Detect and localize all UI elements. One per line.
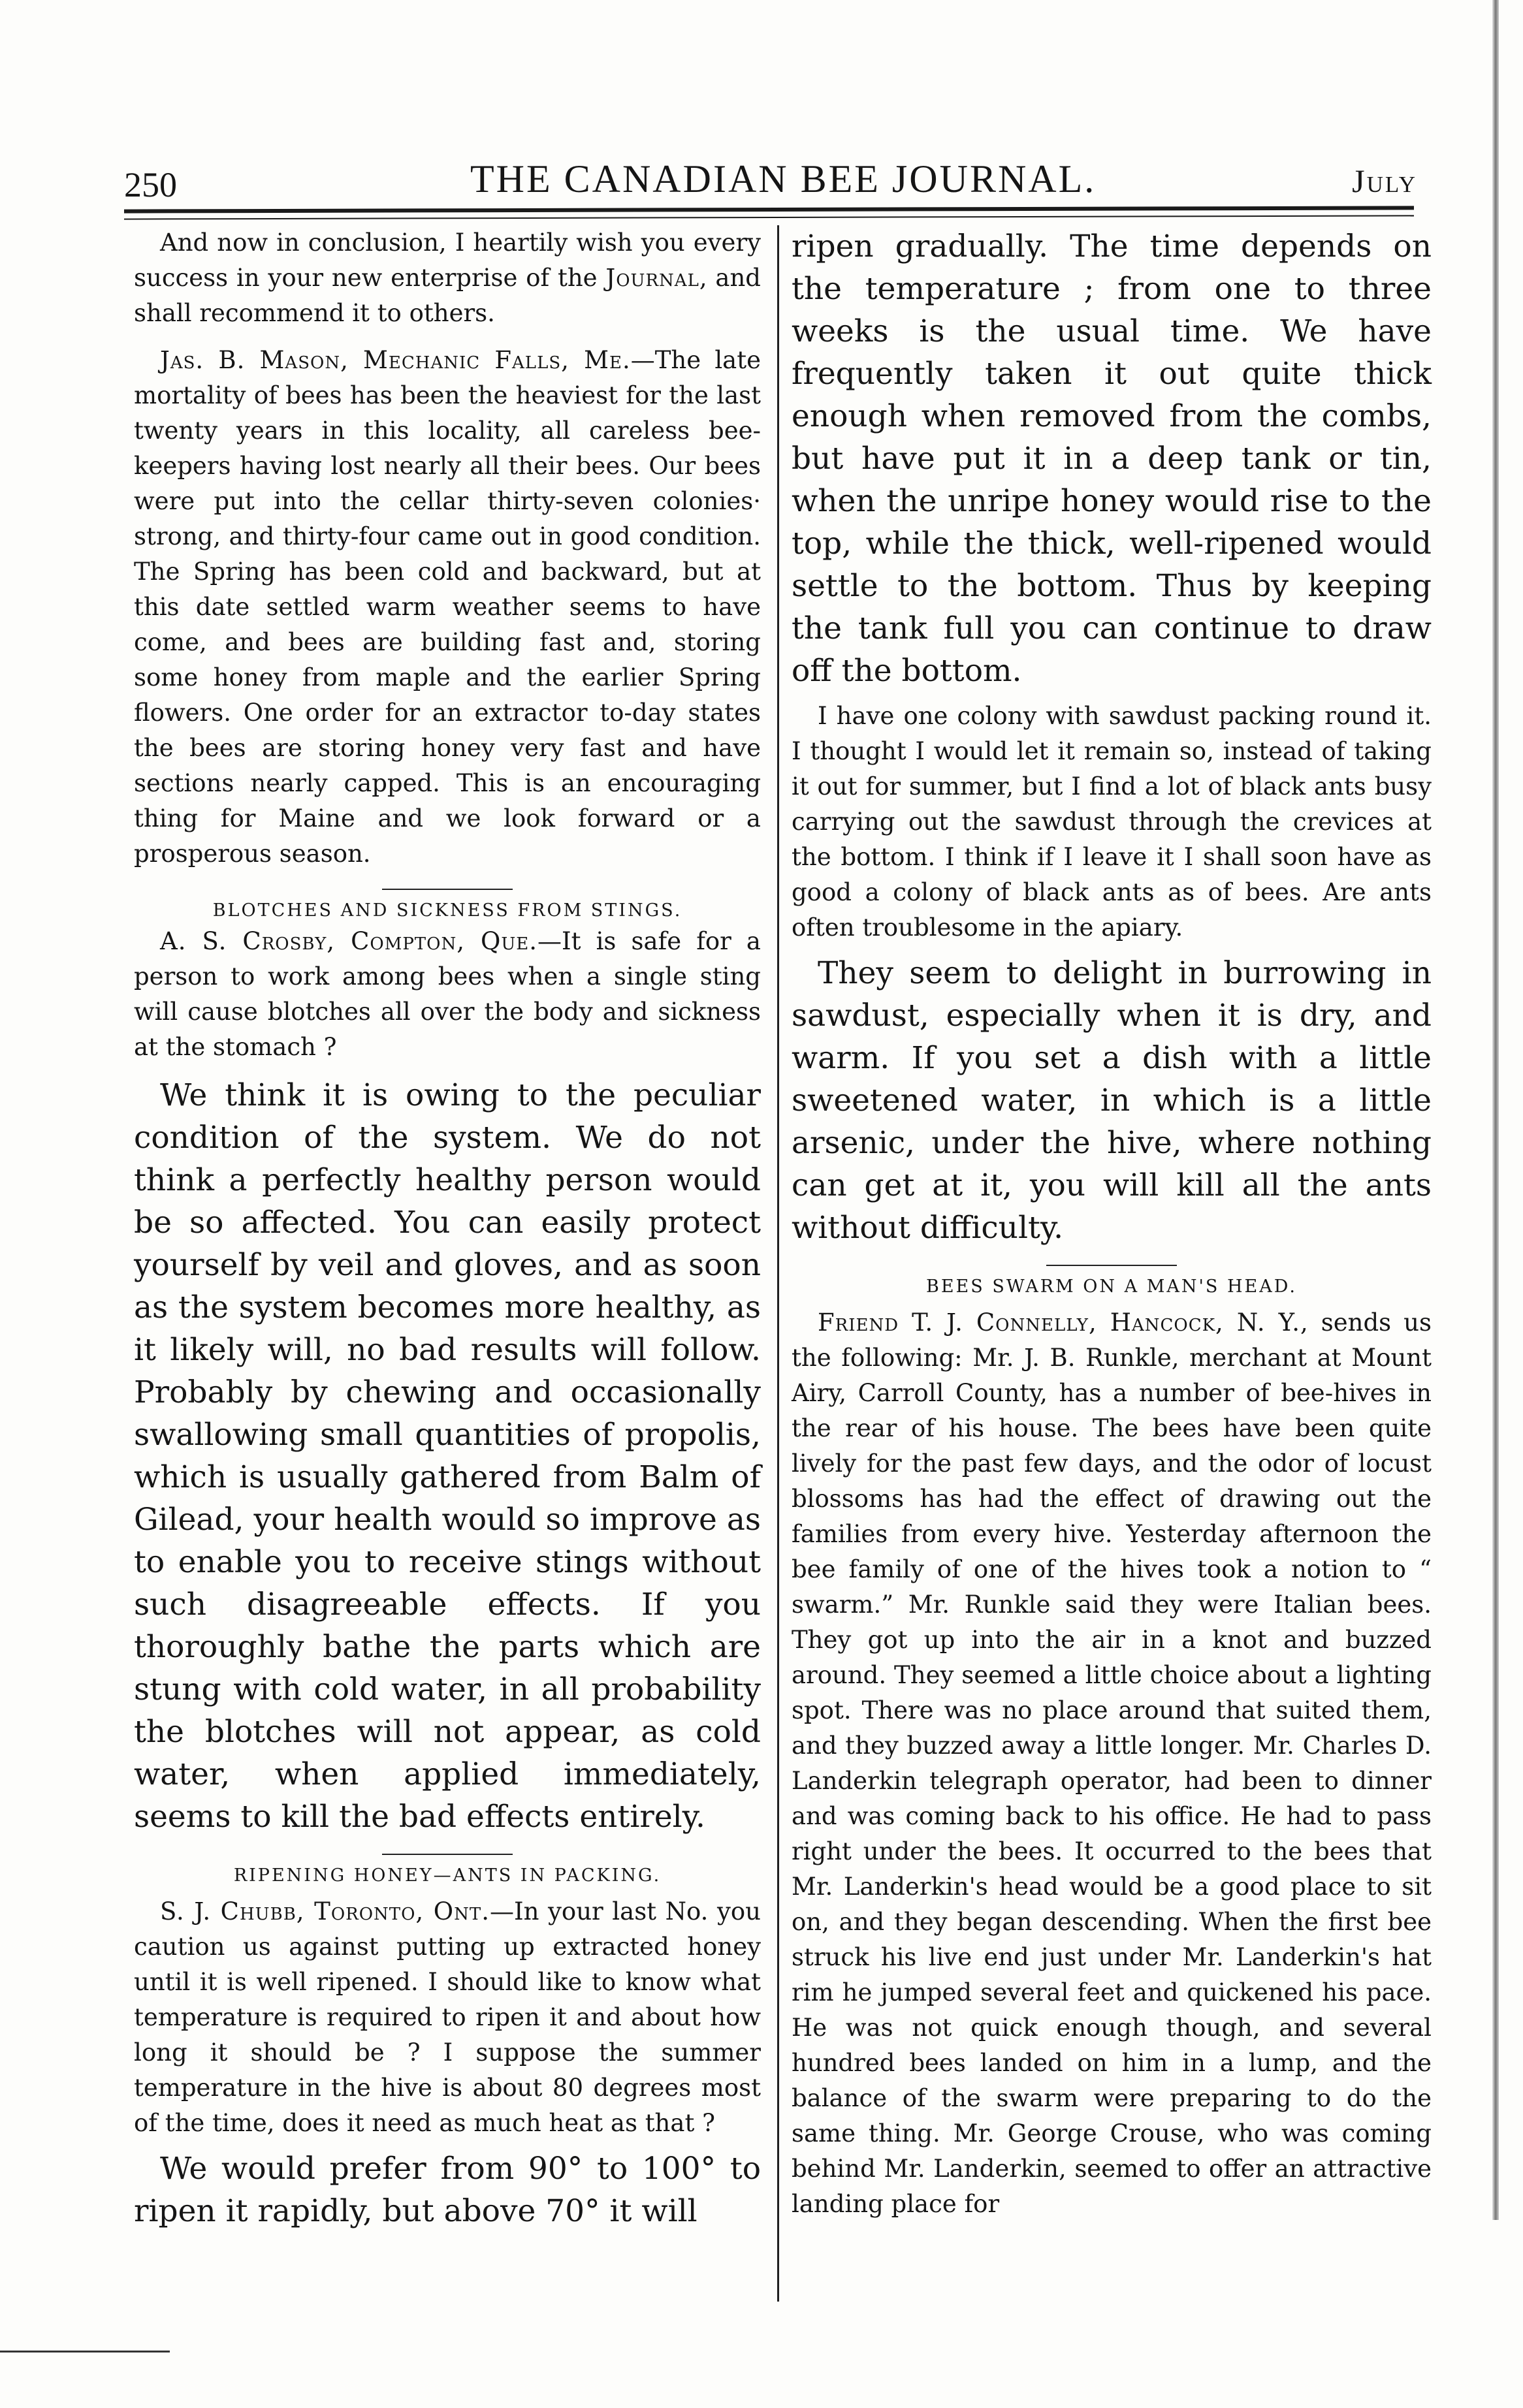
editor-answer-stings: We think it is owing to the peculiar condition of the system. We do not think a perfectly healthy person would be so affected. You can easily protect yourself by veil and gloves, and as soon as the system becomes more healthy, as it likely will, no bad results will follow. Probably by chewing and occasionally swallowing small quantities of propolis, which is usually gathered from Balm of Gilead, your health would so improve as to enable you to receive stings without such disagreeable effects. If you thoroughly bathe the parts which are stung with cold water, in all probability the blotches will not appear, as cold water, when applied immediately, seems to kill the bad effects entirely. [134,1077,761,1835]
heading-blotches: BLOTCHES AND SICKNESS FROM STINGS. [212,900,682,921]
issue-month: July [1352,163,1417,199]
closing-paragraph: And now in conclusion, I heartily wish you every success in your new enterprise of the Journal, and shall recommend it to others. [134,229,761,327]
section-separator [382,889,513,890]
left-column [134,225,761,2232]
bottom-edge-rule [0,2351,170,2353]
crosby-letter: A. S. Crosby, Compton, Que.—It is safe for a person to work among bees when a single sting will cause blotches all over the body and sickness at the stomach ? [134,927,761,1061]
header-rule-thin [124,215,1414,219]
chubb-byline: S. J. Chubb, Toronto, Ont. [160,1897,490,1925]
chubb-letter: S. J. Chubb, Toronto, Ont.—In your last No. you caution us against putting up extracted honey until it is well ripened. I should like to know what temperature is required to ripen it and about how long it should be ? I suppose the summer temperature in the hive is about 80 degrees most of the time, does it need as much heat as that ? [134,1897,761,2137]
editor-answer-ripening-cont: ripen gradually. The time depends on the temperature ; from one to three weeks is the usual time. We have frequently taken it out quite thick enough when removed from the combs, but have put it in a deep tank or tin, when the unripe honey would rise to the top, while the thick, well-ripened would settle to the bottom. Thus by keeping the tank full you can continue to draw off the bottom. [792,229,1432,689]
page-header [124,151,1417,204]
page-edge-shadow [1492,0,1499,2220]
heading-swarm: BEES SWARM ON A MAN'S HEAD. [925,1276,1297,1297]
right-column [792,225,1432,2222]
page-number: 250 [124,165,177,204]
journal-smallcaps: Journal [605,264,699,292]
section-separator [382,1854,513,1855]
journal-title: THE CANADIAN BEE JOURNAL. [470,157,1097,200]
connelly-letter: Friend T. J. Connelly, Hancock, N. Y., sends us the following: Mr. J. B. Runkle, merchant at Mount Airy, Carroll County, has a number of bee-hives in the rear of his house. The bees have been quite lively for the past few days, and the odor of locust blossoms has had the effect of drawing out the families from every hive. Yesterday afternoon the bee family of one of the hives took a notion to “ swarm.” Mr. Runkle said they were Italian bees. They got up into the air in a knot and buzzed around. They seemed a little choice about a lighting spot. There was no place around that suited them, and they buzzed away a little longer. Mr. Charles D. Landerkin telegraph operator, had been to dinner and was coming back to his office. He had to pass right under the bees. It occurred to the bees that Mr. Landerkin's head would be a good place to sit on, and they began descending. When the first bee struck his live end just under Mr. Landerkin's hat rim he jumped several feet and quickened his pace. He was not quick enough though, and several hundred bees landed on him in a lump, and the balance of the swarm were preparing to do the same thing. Mr. George Crouse, who was coming behind Mr. Landerkin, seemed to offer an attractive landing place for [792,1308,1432,2218]
editor-answer-ants: They seem to delight in burrowing in sawdust, especially when it is dry, and warm. If you set a dish with a little sweetened water, in which is a little arsenic, under the hive, where nothing can get at it, you will kill all the ants without difficulty. [792,955,1432,1246]
mason-byline: Jas. B. Mason, Mechanic Falls, Me. [160,346,631,374]
editor-answer-ripening: We would prefer from 90° to 100° to ripen it rapidly, but above 70° it will [134,2151,761,2229]
header-rule [124,206,1414,213]
mason-letter: Jas. B. Mason, Mechanic Falls, Me.—The late mortality of bees has been the heaviest for the last twenty years in this locality, all careless bee-keepers having lost nearly all their bees. Our bees were put into the cellar thirty-seven colonies· strong, and thirty-four came out in good condition. The Spring has been cold and backward, but at this date settled warm weather seems to have come, and bees are building fast and, storing some honey from maple and the earlier Spring flowers. One order for an extractor to-day states the bees are storing honey very fast and have sections nearly capped. This is an encouraging thing for Maine and we look forward or a prosperous season. [134,346,761,868]
section-separator [1046,1265,1177,1266]
column-divider [777,225,779,2302]
connelly-byline: Friend T. J. Connelly, Hancock, N. Y., [818,1308,1309,1337]
ants-letter: I have one colony with sawdust packing round it. I thought I would let it remain so, instead of taking it out for summer, but I find a lot of black ants busy carrying out the sawdust through the crevices at the bottom. I think if I leave it I shall soon have as good a colony of black ants as of bees. Are ants often troublesome in the apiary. [792,702,1432,942]
crosby-byline: A. S. Crosby, Compton, Que. [160,927,538,955]
heading-ripening: RIPENING HONEY—ANTS IN PACKING. [233,1865,662,1886]
